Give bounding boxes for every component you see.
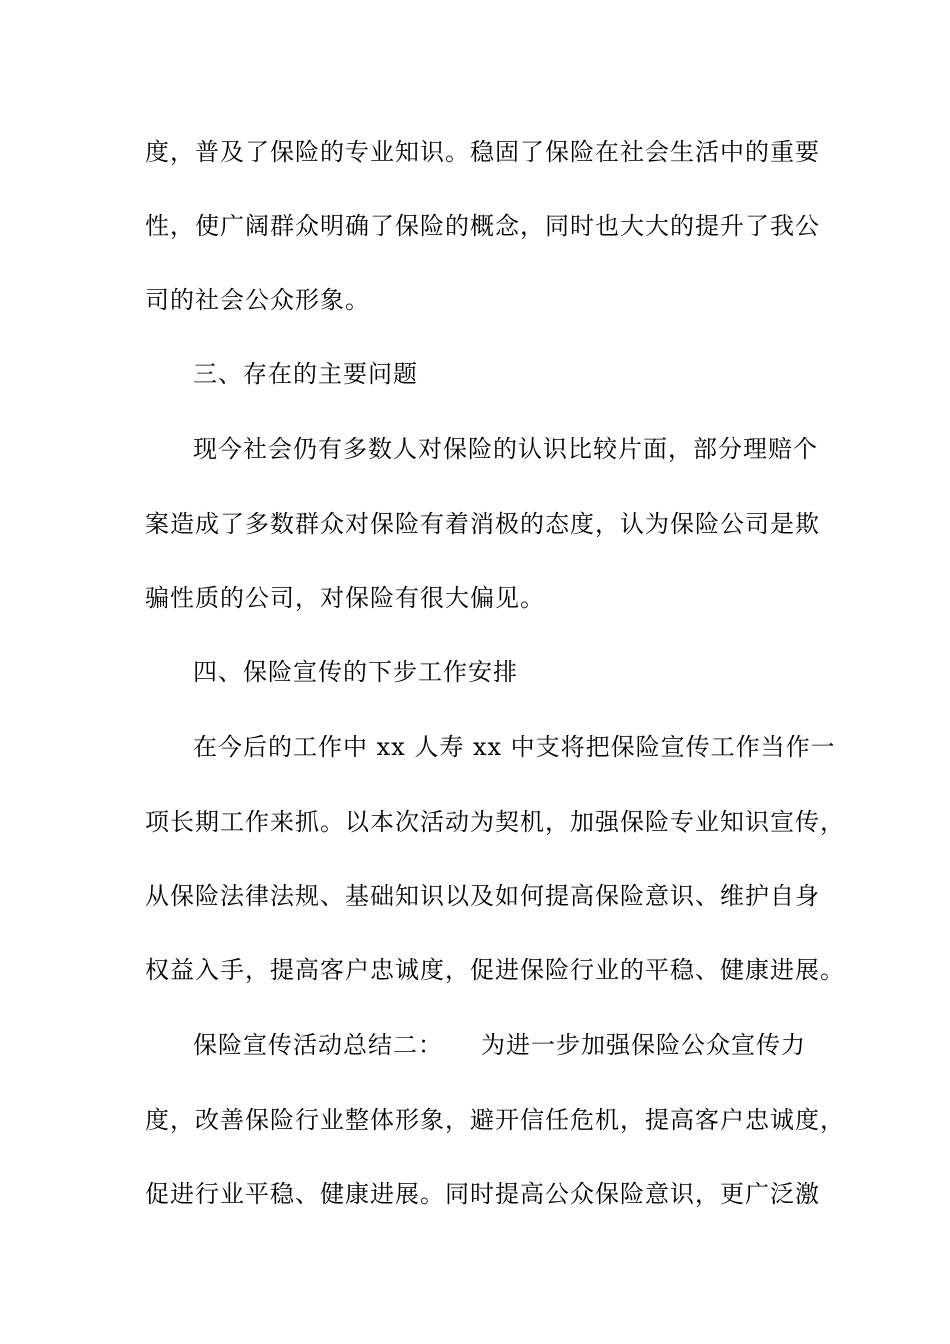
paragraph-line: 司的社会公众形象。 — [145, 286, 370, 314]
paragraph-line: 权益入手，提高客户忠诚度，促进保险行业的平稳、健康进展。 — [145, 956, 845, 984]
paragraph-line: 现今社会仍有多数人对保险的认识比较片面，部分理赔个 — [193, 435, 818, 463]
paragraph-line: 度，普及了保险的专业知识。稳固了保险在社会生活中的重要 — [145, 138, 820, 166]
paragraph-line: 项长期工作来抓。以本次活动为契机，加强保险专业知识宣传， — [145, 808, 845, 836]
paragraph-line: 保险宣传活动总结二： 为进一步加强保险公众宣传力 — [193, 1031, 806, 1059]
paragraph-line: 性，使广阔群众明确了保险的概念，同时也大大的提升了我公 — [145, 212, 820, 240]
section-heading: 四、保险宣传的下步工作安排 — [193, 658, 518, 686]
paragraph-line: 促进行业平稳、健康进展。同时提高公众保险意识，更广泛激 — [145, 1180, 820, 1208]
paragraph-line: 案造成了多数群众对保险有着消极的态度，认为保险公司是欺 — [145, 510, 820, 538]
paragraph-line: 从保险法律法规、基础知识以及如何提高保险意识、维护自身 — [145, 882, 820, 910]
paragraph-line: 在今后的工作中 xx 人寿 xx 中支将把保险宣传工作当作一 — [193, 733, 836, 761]
paragraph-line: 骗性质的公司，对保险有很大偏见。 — [145, 584, 545, 612]
section-heading: 三、存在的主要问题 — [193, 360, 418, 388]
paragraph-line: 度，改善保险行业整体形象，避开信任危机，提高客户忠诚度， — [145, 1106, 845, 1134]
